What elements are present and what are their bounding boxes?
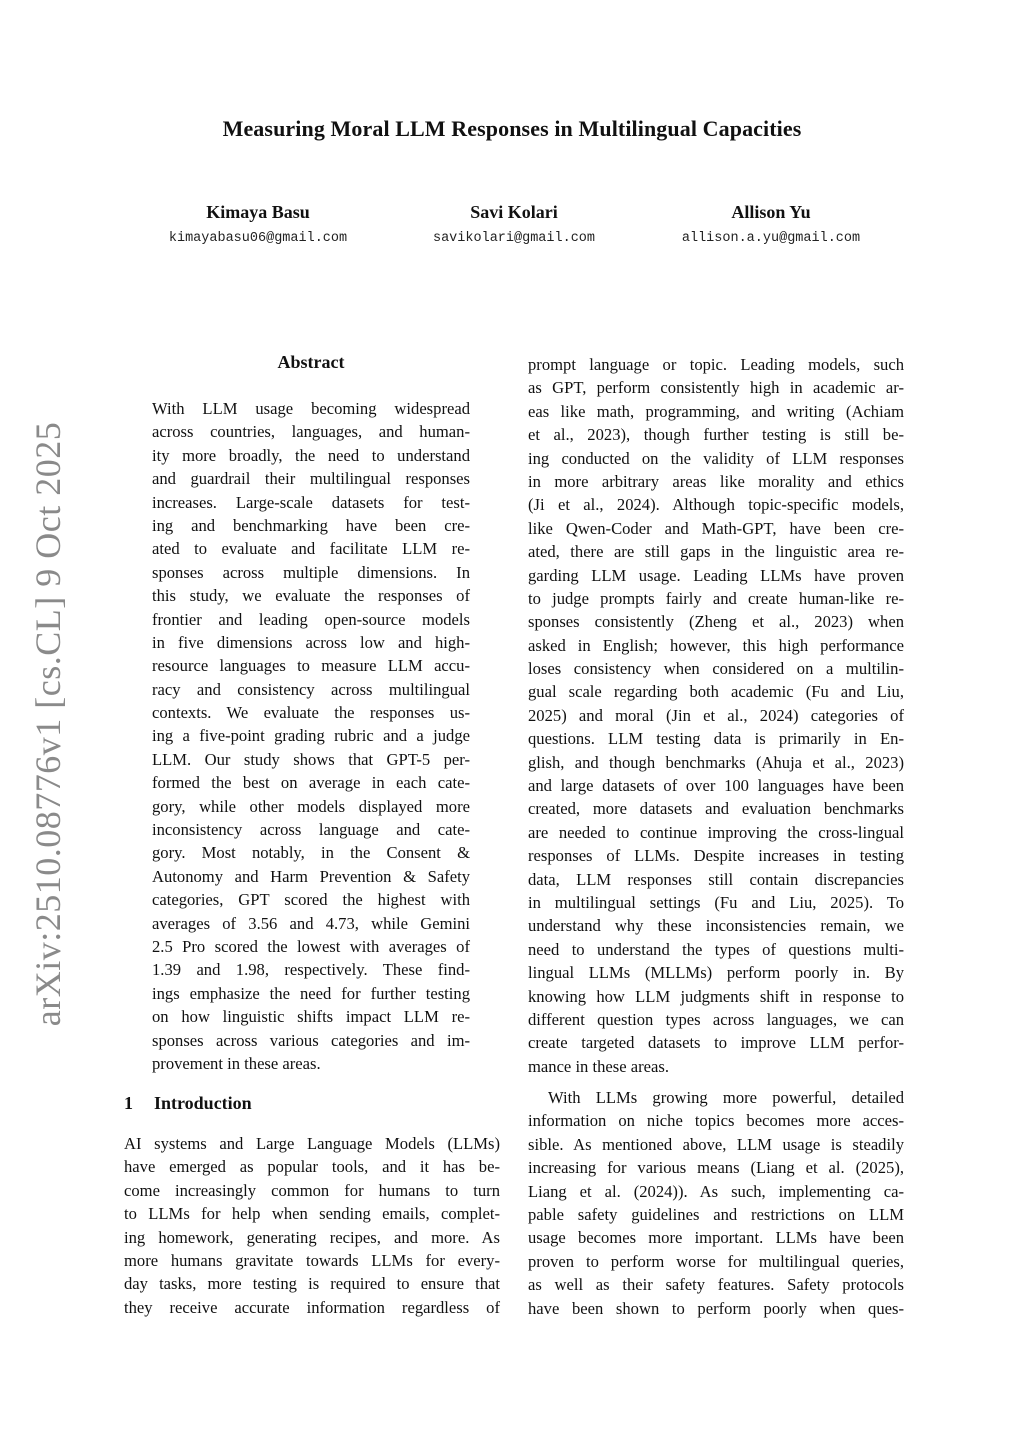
text-line: sponses across various categories and im-: [152, 1030, 470, 1050]
text-line: increasing for various means (Liang et al. (2025),: [528, 1158, 904, 1178]
text-line: ing and benchmarking have been cre-: [152, 515, 470, 535]
author-email: kimayabasu06@gmail.com: [168, 231, 348, 246]
text-line: categories, GPT scored the highest with: [152, 890, 470, 910]
text-line: With LLMs growing more powerful, detailed: [548, 1088, 904, 1107]
text-line: like Qwen-Coder and Math-GPT, have been cre-: [528, 518, 904, 538]
text-line: With LLM usage becoming widespread: [152, 399, 470, 418]
text-line: provement in these areas.: [152, 1053, 321, 1073]
text-line: Autonomy and Harm Prevention & Safety: [152, 866, 470, 886]
text-line: in multilingual settings (Fu and Liu, 2025). To: [528, 892, 904, 912]
text-line: glish, and though benchmarks (Ahuja et al., 2023): [528, 752, 904, 772]
text-line: different question types across languages, we can: [528, 1009, 904, 1029]
text-line: usage becomes more important. LLMs have been: [528, 1228, 904, 1248]
text-line: asked in English; however, this high performance: [528, 635, 904, 655]
text-line: AI systems and Large Language Models (LLMs): [124, 1134, 500, 1153]
text-line: 2025) and moral (Jin et al., 2024) categories of: [528, 705, 904, 725]
text-line: racy and consistency across multilingual: [152, 679, 470, 699]
text-line: this study, we evaluate the responses of: [152, 586, 470, 606]
text-line: sible. As mentioned above, LLM usage is steadily: [528, 1134, 904, 1154]
section-number: 1: [124, 1093, 133, 1113]
text-line: in more arbitrary areas like morality and ethics: [528, 471, 904, 491]
author-block: [108, 200, 408, 246]
text-line: mance in these areas.: [528, 1056, 669, 1076]
author-email: allison.a.yu@gmail.com: [681, 231, 861, 246]
text-line: frontier and leading open-source models: [152, 609, 470, 629]
text-line: (Ji et al., 2024). Although topic-specific models,: [528, 495, 904, 515]
text-line: 2.5 Pro scored the lowest with averages of: [152, 936, 470, 956]
text-line: ing homework, generating recipes, and more. As: [124, 1227, 500, 1247]
author-email: savikolari@gmail.com: [432, 231, 596, 246]
text-line: resource languages to measure LLM accu-: [152, 656, 470, 676]
text-line: responses of LLMs. Despite increases in testing: [528, 846, 904, 866]
text-line: sponses consistently (Zheng et al., 2023) when: [528, 612, 904, 632]
abstract-body: [152, 397, 470, 1075]
text-line: as well as their safety features. Safety protocols: [528, 1275, 904, 1295]
introduction-paragraph-left: [124, 1132, 500, 1319]
text-line: and large datasets of over 100 languages have been: [528, 776, 904, 796]
text-line: questions. LLM testing data is primarily in En-: [528, 729, 904, 749]
author-name: Savi Kolari: [470, 202, 558, 222]
text-line: have been shown to perform poorly when ques-: [528, 1298, 904, 1318]
text-line: prompt language or topic. Leading models, such: [528, 355, 904, 374]
text-line: eas like math, programming, and writing (Achiam: [528, 401, 904, 421]
text-line: they receive accurate information regardless of: [124, 1297, 500, 1317]
text-line: LLM. Our study shows that GPT-5 per-: [152, 749, 470, 769]
section-title: Introduction: [154, 1093, 252, 1113]
text-line: gual scale regarding both academic (Fu and Liu,: [528, 682, 904, 702]
author-name: Allison Yu: [731, 202, 811, 222]
text-line: ing conducted on the validity of LLM responses: [528, 448, 904, 468]
text-line: need to understand the types of questions multi-: [528, 939, 904, 959]
text-line: come increasingly common for humans to turn: [124, 1180, 500, 1200]
text-line: created, more datasets and evaluation benchmarks: [528, 799, 904, 819]
text-line: more humans gravitate towards LLMs for every-: [124, 1250, 500, 1270]
section-heading-introduction: [124, 1093, 252, 1114]
text-line: lingual LLMs (MLLMs) perform poorly in. By: [528, 963, 904, 983]
text-line: in five dimensions across low and high-: [152, 632, 470, 652]
text-line: sponses across multiple dimensions. In: [152, 562, 470, 582]
text-line: averages of 3.56 and 4.73, while Gemini: [152, 913, 470, 933]
text-line: to judge prompts fairly and create human-like re-: [528, 588, 904, 608]
paper-title: Measuring Moral LLM Responses in Multilingual Capacities: [222, 116, 802, 141]
text-line: pable safety guidelines and restrictions on LLM: [528, 1204, 904, 1224]
author-block: [364, 200, 664, 246]
text-line: as GPT, perform consistently high in academic ar-: [528, 378, 904, 398]
author-name: Kimaya Basu: [206, 202, 310, 222]
text-line: gory. Most notably, in the Consent &: [152, 843, 470, 863]
text-line: garding LLM usage. Leading LLMs have proven: [528, 565, 904, 585]
text-line: data, LLM responses still contain discrepancies: [528, 869, 904, 889]
text-line: Liang et al. (2024)). As such, implementing ca-: [528, 1181, 904, 1201]
text-line: create targeted datasets to improve LLM perfor-: [528, 1033, 904, 1053]
introduction-paragraph-right-2: [528, 1086, 904, 1320]
abstract-heading: Abstract: [277, 352, 345, 372]
text-line: across countries, languages, and human-: [152, 422, 470, 442]
text-line: have emerged as popular tools, and it has be-: [124, 1157, 500, 1177]
text-line: loses consistency when considered on a multilin-: [528, 659, 904, 679]
text-line: on how linguistic shifts impact LLM re-: [152, 1007, 470, 1027]
text-line: formed the best on average in each cate-: [152, 773, 470, 793]
text-line: and guardrail their multilingual responses: [152, 469, 470, 489]
text-line: gory, while other models displayed more: [152, 796, 470, 816]
text-line: contexts. We evaluate the responses us-: [152, 703, 470, 723]
text-line: ated, there are still gaps in the linguistic area re-: [528, 542, 904, 562]
arxiv-identifier-stamp: arXiv:2510.08776v1 [cs.CL] 9 Oct 2025: [28, 421, 68, 1027]
text-line: proven to perform worse for multilingual queries,: [528, 1251, 904, 1271]
text-line: day tasks, more testing is required to ensure that: [124, 1274, 500, 1294]
introduction-paragraph-right-1: [528, 353, 904, 1078]
text-line: 1.39 and 1.98, respectively. These find-: [152, 960, 470, 980]
text-line: knowing how LLM judgments shift in response to: [528, 986, 904, 1006]
text-line: to LLMs for help when sending emails, complet-: [124, 1204, 500, 1224]
text-line: ing a five-point grading rubric and a judge: [152, 726, 470, 746]
text-line: increases. Large-scale datasets for test-: [152, 492, 470, 512]
text-line: ity more broadly, the need to understand: [152, 445, 470, 465]
text-line: inconsistency across language and cate-: [152, 820, 470, 840]
text-line: information on niche topics becomes more acces-: [528, 1111, 904, 1131]
text-line: understand why these inconsistencies remain, we: [528, 916, 904, 936]
text-line: ated to evaluate and facilitate LLM re-: [152, 539, 470, 559]
text-line: et al., 2023), though further testing is still be-: [528, 425, 904, 445]
author-block: [621, 200, 921, 246]
text-line: are needed to continue improving the cross-lingual: [528, 822, 904, 842]
text-line: ings emphasize the need for further testing: [152, 983, 470, 1003]
